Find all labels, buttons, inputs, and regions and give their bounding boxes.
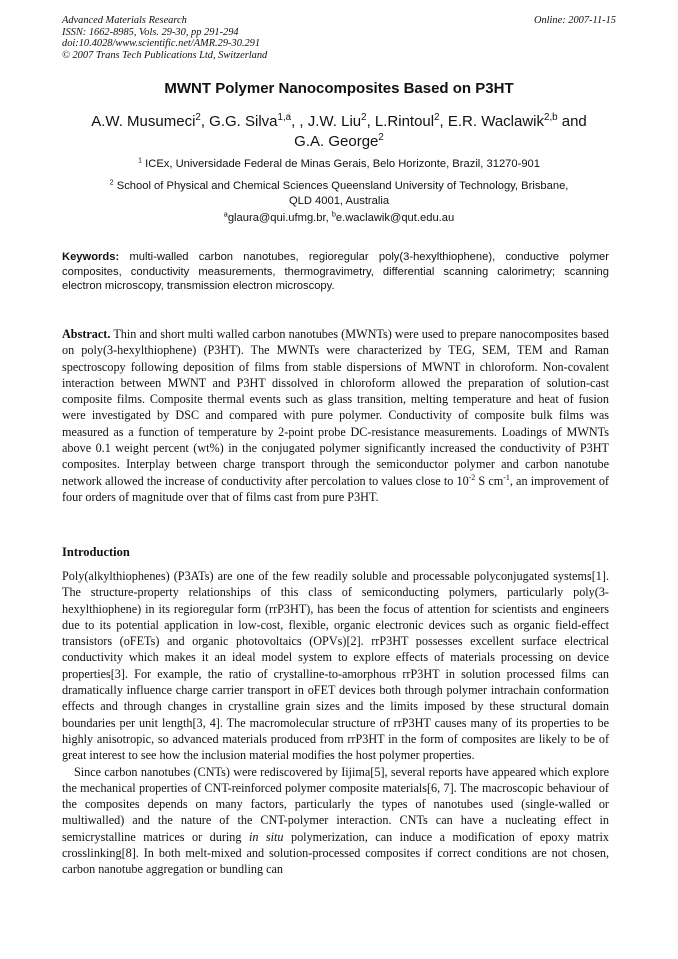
author-affiliation-mark: 2,b — [544, 112, 558, 123]
author-affiliation-mark: 2 — [434, 112, 440, 123]
online-date: Online: 2007-11-15 — [533, 15, 616, 26]
paragraph: Poly(alkylthiophenes) (P3ATs) are one of the few readily soluble and processable polyconjugated systems[1]. The structure-property relationships of this class of semiconducting polymers, particularly poly(3-hexylthiophene) in its regioregular form (rrP3HT), has been the focus of attention for scientists and engineers due to its potential application in low-cost, flexible, organic electronic devices such as organic field-effect transistors (oFETs) and organic photovoltaics (OPVs)[2]. rrP3HT possesses excellent surface electrical conductivity which makes it an ideal model system to explore effects of materials processing on device properties[3]. For example, the ratio of crystalline-to-amorphous rrP3HT in solution processed films can dramatically influence charge carrier transport in oFET devices both through polymer intrachain conformation effects and through changes in crystalline grain sizes and the limits imposed by these structural domain boundaries per unit length[3, 4]. The macromolecular structure of rrP3HT causes many of its properties to be highly anisotropic, so advanced materials produced from rrP3HT in the form of composites are likely to be of great interest to see how the inclusion material modifies the host polymer properties. — [62, 569, 609, 763]
paragraph-text: Since carbon nanotubes (CNTs) were rediscovered by Iijima[5], several reports have appeared which explore the mechanical properties of CNT-reinforced polymer composite materials[6, 7]. The macroscopic behaviour of the composites depends on many factors, particularly the types of nanotubes used (single-walled or multiwalled) and the nature of the CNT-polymer interaction. CNTs can have a nucleating effect in semicrystalline matrices or during — [62, 764, 609, 844]
author-name: , E.R. Waclawik — [439, 113, 545, 130]
abstract-block — [62, 326, 609, 505]
affiliation-1 — [60, 157, 618, 172]
keywords-block — [62, 250, 609, 294]
email-line — [60, 209, 618, 224]
author-affiliation-mark: 1,a — [277, 112, 292, 123]
copyright-line: © 2007 Trans Tech Publications Ltd, Switzerland — [62, 49, 268, 61]
doi-line: doi:10.4028/www.scientific.net/AMR.29-30.291 — [62, 38, 261, 50]
abstract-text: Thin and short multi walled carbon nanotubes (MWNTs) were used to prepare nanocomposites based on poly(3-hexylthiophene) (P3HT). The MWNTs were characterized by TEG, SEM, TEM and Raman spectroscopy following deposition of films from stable dispersions of MWNT in chloroform. Non-covalent interaction between MWNT and P3HT dissolved in chloroform allowed the preparation of solution-cast composite films. Composite thermal events such as glass transition, melting temperature and heat of fusion were investigated by DSC and compared with pure polymer. Conductivity of composite bulk films was measured as a function of temperature by 2-point probe DC-resistance measurements. Loadings of MWNTs above 0.1 weight percent (wt%) in the conjugated polymer significantly increased the conductivity of P3HT composites. Interplay between charge transport through the semiconductor polymer and carbon nanotube network allowed the increase of conductivity after percolation to values close to 10 — [62, 327, 609, 488]
affiliation-text: ICEx, Universidade Federal de Minas Gerais, Belo Horizonte, Brazil, 31270-901 — [142, 158, 541, 170]
issn-line: ISSN: 1662-8985, Vols. 29-30, pp 291-294 — [62, 26, 239, 38]
author-list — [50, 112, 628, 152]
affiliation-text: School of Physical and Chemical Sciences Queensland University of Technology, Brisbane, — [113, 180, 569, 192]
journal-header — [62, 15, 616, 61]
paragraph-text: polymerization, can induce a modification of epoxy matrix crosslinking[8]. In both melt-mixed and solution-processed composites if correct conditions are not chosen, carbon nanotube aggregation or bundling can — [62, 829, 609, 877]
author-name: A.W. Musumeci — [91, 113, 196, 130]
author-affiliation-mark: 2 — [361, 112, 367, 123]
author-name: G.A. George — [294, 133, 379, 150]
affiliation-mark: 2 — [109, 177, 114, 187]
journal-name: Advanced Materials Research — [62, 15, 187, 26]
author-affiliation-mark: 2 — [195, 112, 201, 123]
author-name: , G.G. Silva — [200, 113, 278, 130]
section-heading-introduction: Introduction — [62, 545, 130, 559]
affiliation-text: QLD 4001, Australia — [288, 195, 390, 207]
author-name: , L.Rintoul — [366, 113, 435, 130]
author-affiliation-mark: 2 — [378, 132, 384, 143]
abstract-label: Abstract. — [62, 327, 111, 341]
email-mark: b — [331, 209, 336, 219]
abstract-text: S cm — [475, 473, 504, 488]
italic-term: in situ — [248, 829, 284, 844]
affiliation-2 — [60, 179, 618, 209]
email-mark: a — [223, 209, 228, 219]
keywords-label: Keywords: — [62, 251, 120, 263]
abstract-exponent: -2 — [468, 472, 476, 482]
author-conjunction: and — [557, 113, 587, 130]
abstract-text: , an improvement of four orders of magnitude over that of films cast from pure P3HT. — [62, 473, 609, 504]
keywords-text: multi-walled carbon nanotubes, regioregular poly(3-hexylthiophene), conductive polymer composites, conductivity measurements, thermogravimetry, differential scanning calorimetry; scanning electron microscopy, transmission electron microscopy. — [62, 251, 609, 293]
affiliation-mark: 1 — [137, 155, 143, 165]
paper-title: MWNT Polymer Nanocomposites Based on P3HT — [164, 80, 514, 97]
email-address: glaura@qui.ufmg.br, — [227, 212, 332, 224]
abstract-exponent: -1 — [503, 472, 510, 482]
author-name: , , J.W. Liu — [291, 113, 362, 130]
introduction-body — [62, 568, 609, 878]
email-address: e.waclawik@qut.edu.au — [335, 212, 455, 224]
paragraph — [62, 764, 609, 878]
